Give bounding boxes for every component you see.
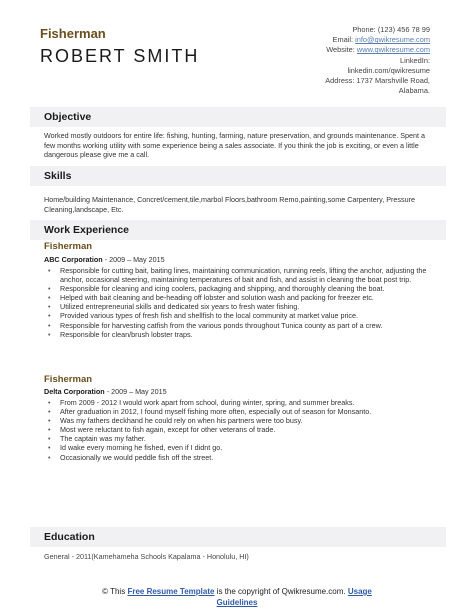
education-title: Education [44,531,95,543]
job-2-role: Fisherman [44,374,93,385]
usage-guidelines-link[interactable]: Usage [347,587,372,596]
job-1-dates: - 2009 – May 2015 [102,255,165,264]
education-text: General - 2011(Kamehameha Schools Kapalama - Honolulu, HI) [44,552,249,561]
contact-block [230,25,430,96]
list-item: • Most were reluctant to fish again, except for other veterans of trade. [48,425,434,434]
list-item: • Utilized entrepreneurial skills and dedicated six years to fresh water fishing. [48,302,434,311]
resume-header [0,0,474,97]
job-1-bullets [48,266,434,339]
free-resume-template-link[interactable]: Free Resume Template [127,587,215,596]
job-2-bullets [48,398,434,462]
footer-middle-text: is the copyright of Qwikresume.com. [216,587,346,596]
footer-copyright-text: © This [102,587,126,596]
job-2-company: Delta Corporation [44,387,105,396]
job-2-dates: - 2009 – May 2015 [104,387,167,396]
website-link[interactable]: www.qwikresume.com [356,45,430,55]
objective-text: Worked mostly outdoors for entire life: fishing, hunting, farming, nature preservation, and grounds maintenance. Spent a few months working utility with some experience being a sales associate. If you think the job is exciting, or even a little dangerous please give me a call. [44,131,426,160]
copyright-footer [0,587,474,608]
skills-title: Skills [44,170,72,182]
list-item: • The captain was my father. [48,434,434,443]
list-item: • Responsible for cleaning and icing coolers, packaging and shipping, and thoroughly cleaning the boat. [48,284,434,293]
website-line [230,45,430,55]
email-line [230,35,430,45]
skills-text: Home/building Maintenance, Concret/cement,tile,marbol Floors,bathroom Remo,painting,some Carpentery, Pressure Cleaning,landscape, Etc. [44,195,415,214]
job-1-company: ABC Corporation [44,255,103,264]
address-value: 1737 Marshville Road, [356,76,430,86]
address-value-2: Alabama. [398,86,430,96]
address-label: Address: [325,76,355,86]
address-line [230,76,430,86]
job-1-company-line [44,255,165,264]
work-title: Work Experience [44,224,130,236]
list-item: • From 2009 - 2012 I would work apart from school, during winter, spring, and summer breaks. [48,398,434,407]
job-2-company-line [44,387,167,396]
linkedin-value: linkedin.com/qwikresume [347,65,430,75]
list-item: • Responsible for cutting bait, baiting lines, maintaining communication, running reels, lifting the anchor, adjusting the anchor, occasional steering, maintaining temperatures of bait and fish, and assist in cleaning the boat post trip. [48,266,434,284]
phone-line [230,25,430,35]
skills-band [30,166,446,186]
candidate-name: ROBERT SMITH [40,46,200,66]
list-item: • Was my fathers deckhand he could rely on when his partners were too busy. [48,416,434,425]
linkedin-label: LinkedIn: [400,55,430,65]
phone-label: Phone: [352,25,376,34]
job-1-role: Fisherman [44,241,93,252]
phone-value: (123) 456 78 99 [377,25,430,34]
list-item: • Helped with bait cleaning and be-heading off lobster and solution wash and packing for freezer etc. [48,293,434,302]
objective-band [30,107,446,127]
list-item: • After graduation in 2012, I found myself fishing more often, especially out of season for Monsanto. [48,407,434,416]
list-item: • Provided various types of fresh fish and shellfish to the local community at market value price. [48,311,434,320]
list-item: • Occasionally we would peddle fish off the street. [48,453,434,462]
email-link[interactable]: info@qwikresume.com [355,35,430,45]
objective-title: Objective [44,111,92,123]
email-label: Email: [332,35,354,45]
list-item: • Responsible for clean/brush lobster traps. [48,330,434,339]
job-title: Fisherman [40,26,106,41]
list-item: • Id wake every morning he fished, even if I didnt go. [48,443,434,452]
list-item: • Responsible for harvesting catfish from the various ponds throughout Tunica county as part of a crew. [48,321,434,330]
website-label: Website: [326,45,355,55]
usage-guidelines-link-cont[interactable]: Guidelines [216,597,258,607]
